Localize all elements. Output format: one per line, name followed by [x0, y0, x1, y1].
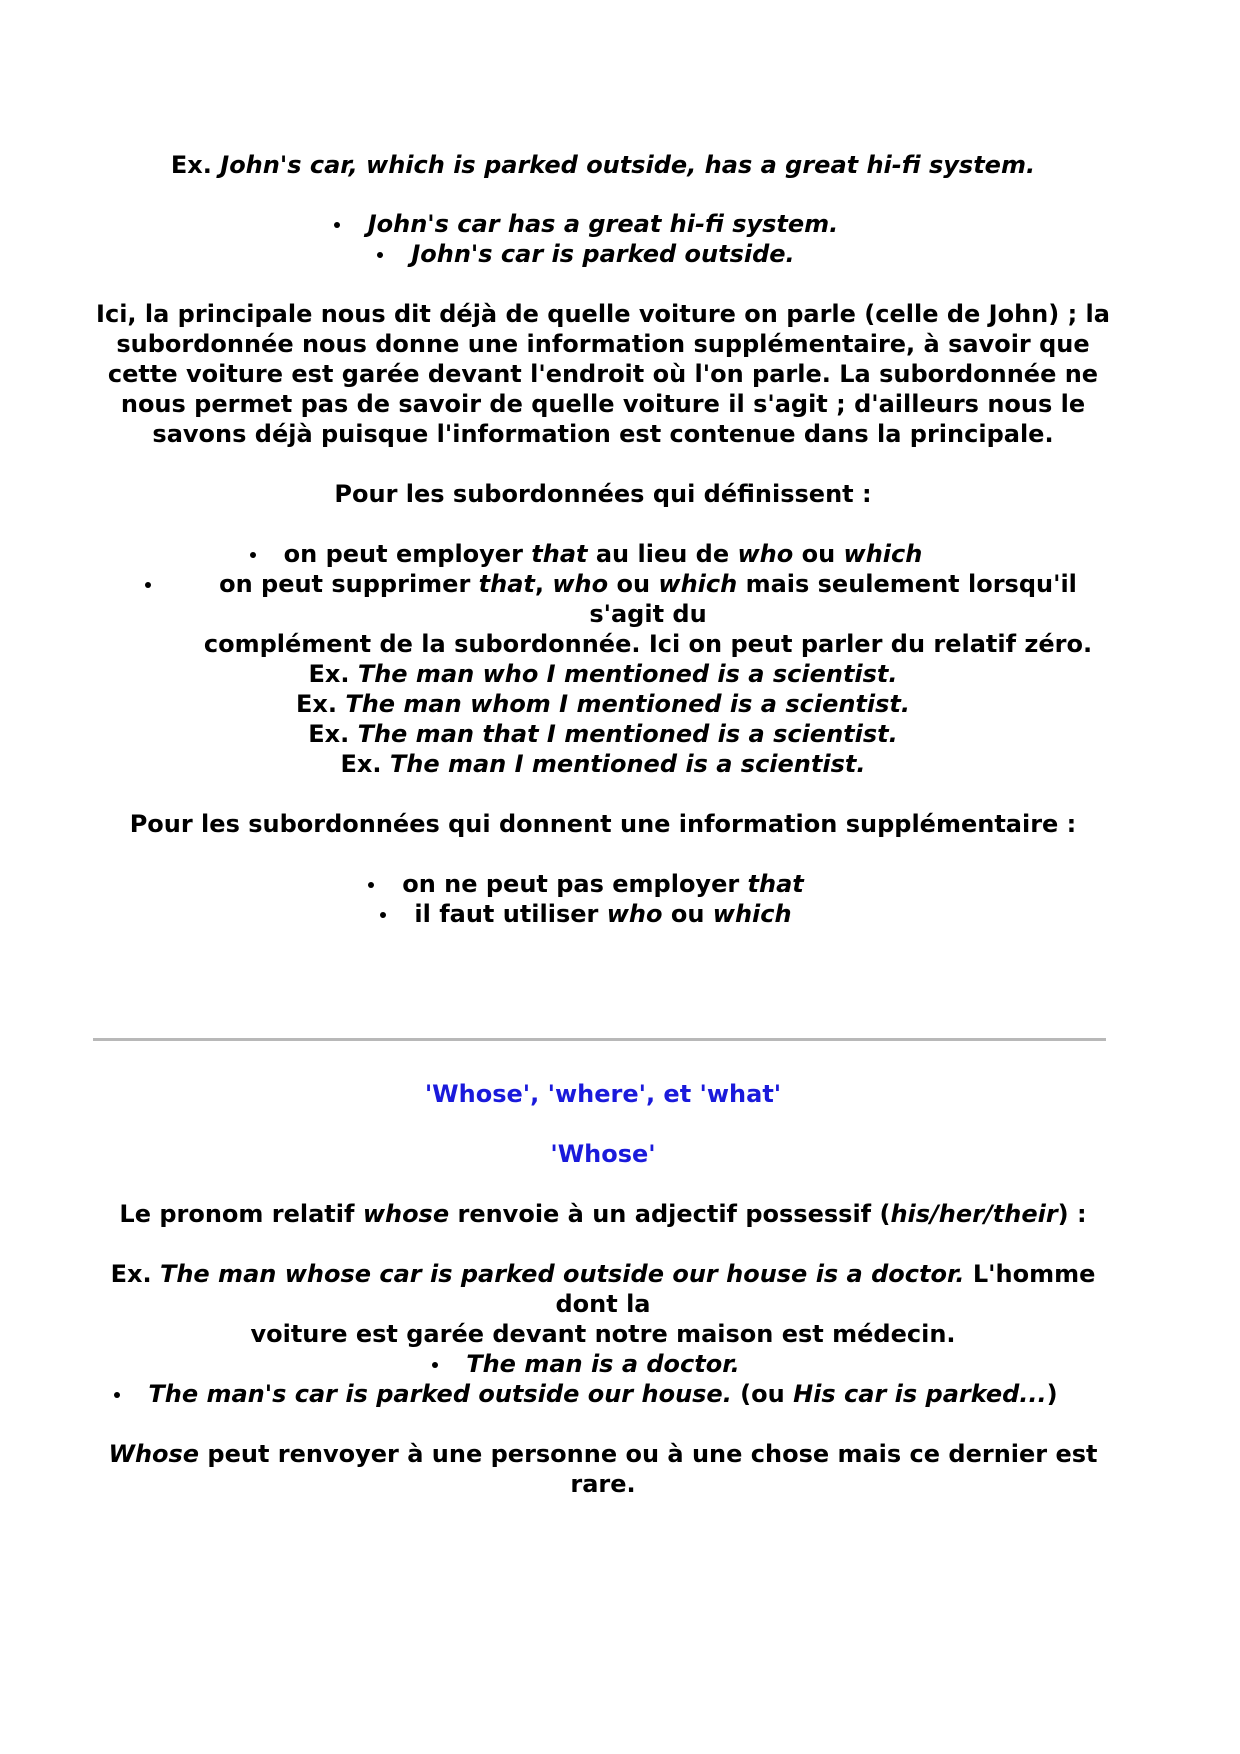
- list-item: on peut employer that au lieu de who ou which: [283, 540, 923, 568]
- whose-closing: Whose peut renvoyer à une personne ou à une chose mais ce dernier est rare.: [108, 1440, 1098, 1498]
- list-item: il faut utiliser who ou which: [414, 900, 792, 928]
- whose-example: Ex. The man whose car is parked outside our house is a doctor. L'homme dont la voiture est garée devant notre maison est médecin.: [110, 1260, 1096, 1348]
- example-zero: Ex. The man I mentioned is a scientist.: [340, 750, 866, 778]
- horizontal-rule: [93, 1038, 1106, 1041]
- list-item: on ne peut pas employer that: [402, 870, 804, 898]
- heading-definissent: Pour les subordonnées qui définissent :: [334, 480, 872, 508]
- list-item: The man's car is parked outside our house. (ou His car is parked...): [148, 1380, 1058, 1408]
- list-item: John's car is parked outside.: [411, 240, 795, 268]
- example-who: Ex. The man who I mentioned is a scientist.: [308, 660, 898, 688]
- list-item: John's car has a great hi-fi system.: [367, 210, 839, 238]
- heading-supplementaire: Pour les subordonnées qui donnent une information supplémentaire :: [129, 810, 1077, 838]
- example-whom: Ex. The man whom I mentioned is a scientist.: [295, 690, 911, 718]
- example-john-car: Ex. John's car, which is parked outside, has a great hi-fi system.: [170, 151, 1036, 179]
- example-that: Ex. The man that I mentioned is a scientist.: [308, 720, 898, 748]
- paragraph-ici: Ici, la principale nous dit déjà de quelle voiture on parle (celle de John) ; la subordonnée nous donne une information supplémentaire, à savoir que cette voiture est garée devant l'endroit où l'on parle. La subordonnée ne nous permet pas de savoir de quelle voiture il s'agit ; d'ailleurs nous le savons déjà puisque l'information est contenue dans la principale.: [96, 300, 1110, 448]
- section-subtitle: 'Whose': [550, 1140, 656, 1168]
- list-item: The man is a doctor.: [466, 1350, 740, 1378]
- section-title: 'Whose', 'where', et 'what': [424, 1080, 782, 1108]
- whose-intro: Le pronom relatif whose renvoie à un adjectif possessif (his/her/their) :: [119, 1200, 1087, 1228]
- list-item: on peut supprimer that, who ou which mais seulement lorsqu'il s'agit du complément de la subordonnée. Ici on peut parler du relatif zéro.: [93, 569, 1113, 659]
